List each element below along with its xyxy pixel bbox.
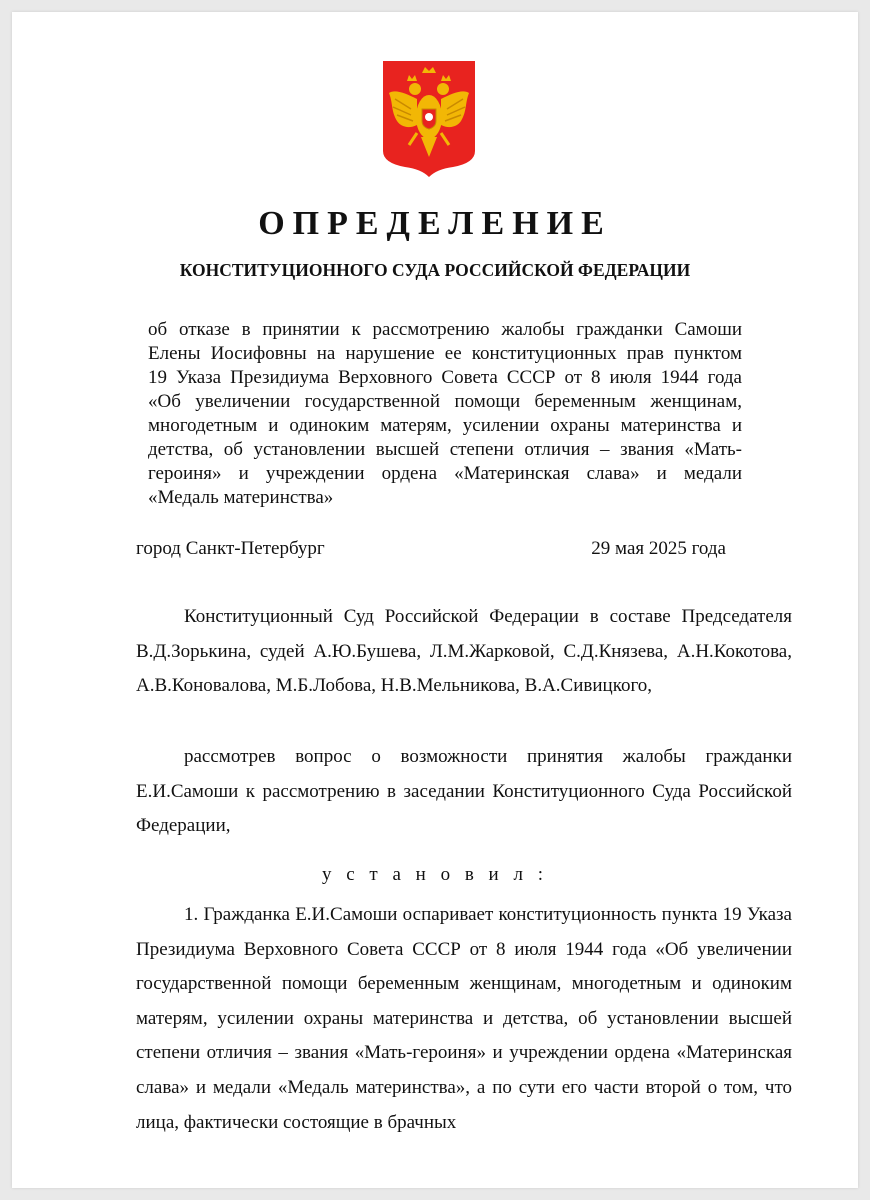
subject-line: Елены Иосифовны на нарушение ее конституционных прав пунктом	[148, 343, 742, 364]
place-and-date	[136, 536, 726, 562]
document-subject	[148, 318, 742, 510]
place: город Санкт-Петербург	[136, 538, 325, 559]
court-composition: Конституционный Суд Российской Федерации в составе Председателя В.Д.Зорькина, судей А.Ю.Бушева, Л.М.Жарковой, С.Д.Князева, А.Н.Кокотова, А.В.Коновалова, М.Б.Лобова, Н.В.Мельникова, В.А.Сивицкого,	[136, 606, 792, 697]
subject-line: многодетным и одиноким матерям, усилении охраны материнства и	[148, 415, 742, 436]
considered-paragraph: рассмотрев вопрос о возможности принятия жалобы гражданки Е.И.Самоши к рассмотрению в заседании Конституционного Суда Российской Федерации,	[136, 746, 792, 837]
subject-line: 19 Указа Президиума Верховного Совета СССР от 8 июля 1944 года	[148, 367, 742, 388]
court-name: КОНСТИТУЦИОННОГО СУДА РОССИЙСКОЙ ФЕДЕРАЦИИ	[179, 260, 691, 280]
coat-of-arms-icon	[381, 59, 477, 179]
ruled-heading: у с т а н о в и л :	[322, 864, 548, 885]
subject-line: «Медаль материнства»	[148, 487, 334, 508]
document-page	[12, 12, 858, 1188]
subject-line: детства, об установлении высшей степени отличия – звания «Мать-	[148, 439, 742, 460]
subject-line: «Об увеличении государственной помощи беременным женщинам,	[148, 391, 742, 412]
document-title: ОПРЕДЕЛЕНИЕ	[258, 205, 612, 242]
paragraph-1: 1. Гражданка Е.И.Самоши оспаривает конституционность пункта 19 Указа Президиума Верховного Совета СССР от 8 июля 1944 года «Об увеличении государственной помощи беременным женщинам, многодетным и одиноким матерям, усилении охраны материнства и детства, об установлении высшей степени отличия – звания «Мать-героиня» и учреждении ордена «Материнская слава» и медали «Медаль материнства», а по сути его части второй о том, что лица, фактически состоящие в брачных	[136, 904, 792, 1133]
date: 29 мая 2025 года	[591, 538, 726, 559]
subject-line: об отказе в принятии к рассмотрению жалобы гражданки Самоши	[148, 319, 742, 340]
subject-line: героиня» и учреждении ордена «Материнская слава» и медали	[148, 463, 742, 484]
